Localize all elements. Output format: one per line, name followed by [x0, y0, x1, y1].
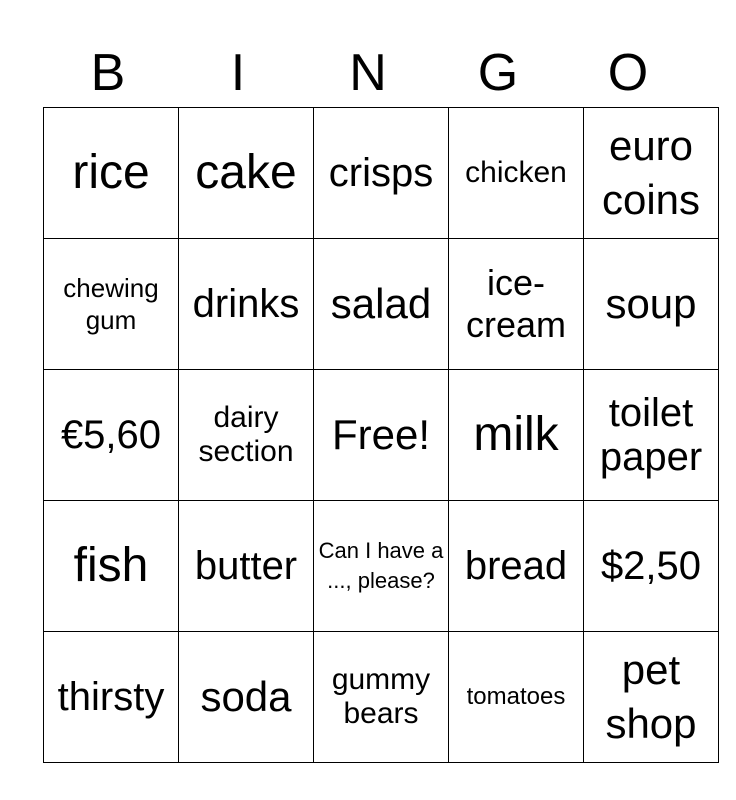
bingo-cell[interactable]: cake [179, 108, 314, 239]
board-row [44, 632, 719, 763]
board-row [44, 108, 719, 239]
bingo-cell[interactable]: fish [44, 501, 179, 632]
board-row [44, 239, 719, 370]
bingo-board [43, 107, 719, 763]
bingo-cell[interactable]: soda [179, 632, 314, 763]
bingo-cell[interactable]: gummy bears [314, 632, 449, 763]
bingo-cell[interactable]: chewing gum [44, 239, 179, 370]
bingo-cell[interactable]: butter [179, 501, 314, 632]
bingo-cell[interactable]: €5,60 [44, 370, 179, 501]
bingo-cell[interactable]: salad [314, 239, 449, 370]
header-letter-b: B [90, 44, 126, 102]
free-space-cell[interactable]: Free! [314, 370, 449, 501]
header-letter-n: N [349, 44, 387, 102]
bingo-cell[interactable]: tomatoes [449, 632, 584, 763]
bingo-cell[interactable]: thirsty [44, 632, 179, 763]
bingo-cell[interactable]: soup [584, 239, 719, 370]
header-letter-g: G [477, 44, 519, 102]
board-row [44, 370, 719, 501]
bingo-cell[interactable]: chicken [449, 108, 584, 239]
bingo-cell[interactable]: euro coins [584, 108, 719, 239]
bingo-cell[interactable]: dairy section [179, 370, 314, 501]
bingo-header [43, 38, 693, 108]
header-letter-i: I [230, 44, 246, 102]
bingo-cell[interactable]: rice [44, 108, 179, 239]
board-row [44, 501, 719, 632]
bingo-cell[interactable]: drinks [179, 239, 314, 370]
bingo-cell[interactable]: bread [449, 501, 584, 632]
bingo-cell[interactable]: ice-cream [449, 239, 584, 370]
bingo-cell[interactable]: pet shop [584, 632, 719, 763]
bingo-cell[interactable]: $2,50 [584, 501, 719, 632]
bingo-cell[interactable]: crisps [314, 108, 449, 239]
bingo-cell[interactable]: toilet paper [584, 370, 719, 501]
bingo-cell[interactable]: milk [449, 370, 584, 501]
bingo-cell[interactable]: Can I have a ..., please? [314, 501, 449, 632]
header-letter-o: O [607, 44, 649, 102]
